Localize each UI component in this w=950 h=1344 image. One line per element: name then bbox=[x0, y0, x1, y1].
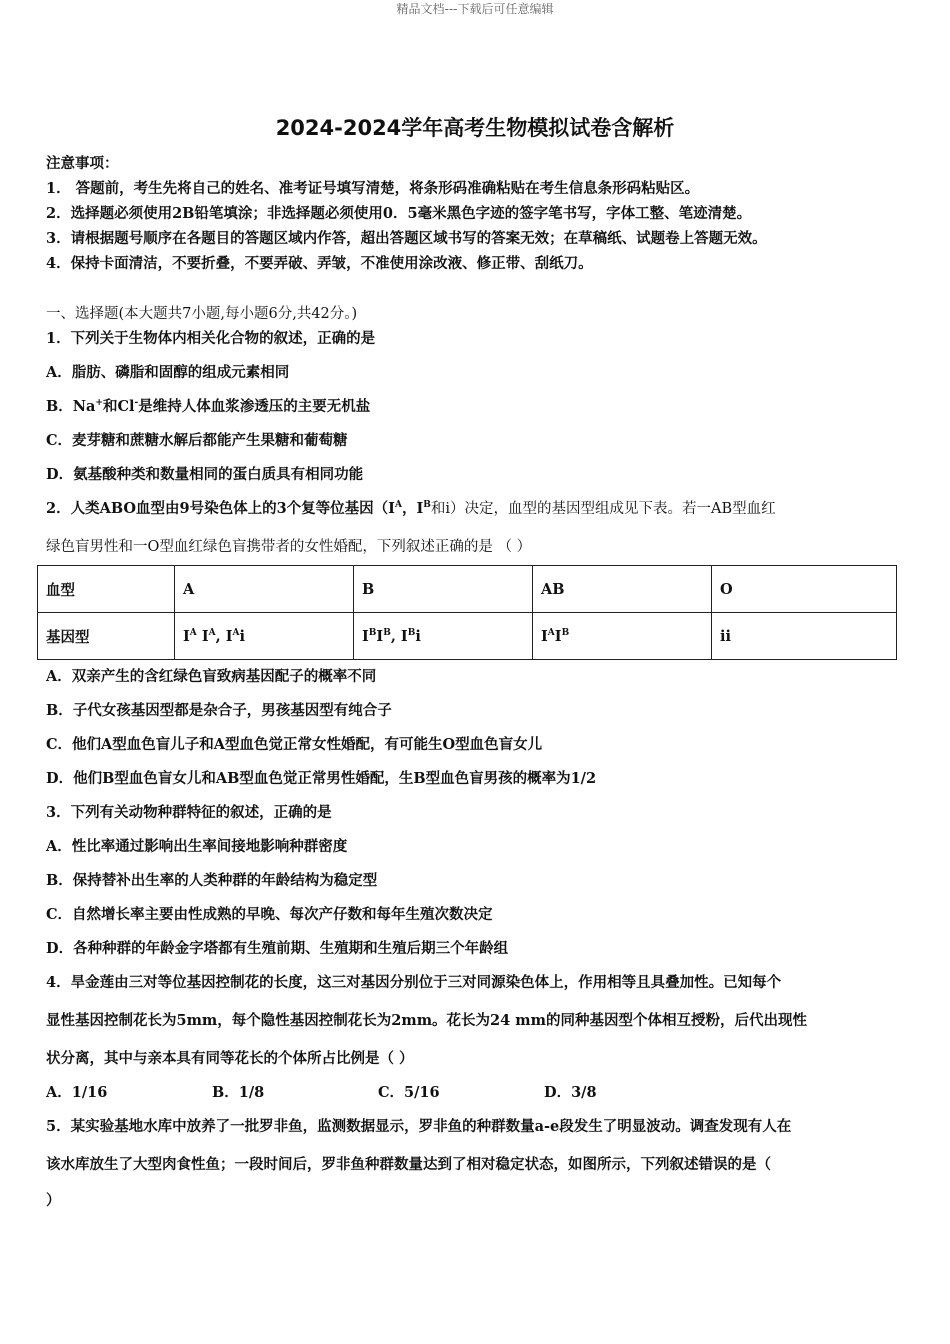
table-header-cell: 血型 bbox=[38, 566, 175, 613]
table-cell: $I^AI^B$ bbox=[533, 613, 712, 660]
table-row bbox=[38, 613, 897, 660]
q3-option-b: B．保持替补出生率的人类种群的年龄结构为稳定型 bbox=[46, 872, 378, 889]
q2-option-a: A．双亲产生的含红绿色盲致病基因配子的概率不同 bbox=[46, 668, 377, 685]
q5-stem-line2: 该水库放生了大型肉食性鱼；一段时间后，罗非鱼种群数量达到了相对稳定状态，如图所示，下列叙述错误的是（ bbox=[46, 1156, 771, 1173]
q3-option-c: C．自然增长率主要由性成熟的早晚、每次产仔数和每年生殖次数决定 bbox=[46, 906, 493, 923]
q5-stem-line3: ） bbox=[46, 1192, 61, 1209]
blood-type-table bbox=[37, 565, 897, 660]
table-header-row bbox=[38, 566, 897, 613]
table-cell: 基因型 bbox=[38, 613, 175, 660]
q5-stem-line1: 5．某实验基地水库中放养了一批罗非鱼，监测数据显示，罗非鱼的种群数量a-e段发生了明显波动。调查发现有人在 bbox=[46, 1118, 792, 1135]
q2-stem-line1: 2．人类ABO血型由9号染色体上的3个复等位基因（$I^A$，$I^B$和i）决定，血型的基因型组成见下表。若一AB型血红 bbox=[46, 500, 776, 517]
table-header-cell: AB bbox=[533, 566, 712, 613]
q3-option-a: A．性比率通过影响出生率间接地影响种群密度 bbox=[46, 838, 348, 855]
notice-item-3: 3．请根据题号顺序在各题目的答题区域内作答，超出答题区域书写的答案无效；在草稿纸、试题卷上答题无效。 bbox=[46, 230, 767, 247]
section-heading: 一、选择题(本大题共7小题,每小题6分,共42分。) bbox=[46, 306, 358, 322]
table-cell: $I^A$ $I^A$, $I^Ai$ bbox=[175, 613, 354, 660]
q2-option-d: D．他们B型血色盲女儿和AB型血色觉正常男性婚配，生B型血色盲男孩的概率为1/2 bbox=[46, 770, 597, 787]
notice-item-4: 4．保持卡面清洁，不要折叠，不要弄破、弄皱，不准使用涂改液、修正带、刮纸刀。 bbox=[46, 255, 593, 272]
q3-option-d: D．各种种群的年龄金字塔都有生殖前期、生殖期和生殖后期三个年龄组 bbox=[46, 940, 509, 957]
q1-option-d: D．氨基酸种类和数量相同的蛋白质具有相同功能 bbox=[46, 466, 364, 483]
q1-stem: 1．下列关于生物体内相关化合物的叙述，正确的是 bbox=[46, 330, 376, 347]
notice-item-2: 2．选择题必须使用2B铅笔填涂；非选择题必须使用0．5毫米黑色字迹的签字笔书写，字体工整、笔迹清楚。 bbox=[46, 205, 752, 222]
q4-options bbox=[46, 1081, 710, 1102]
q4-option-a: A．1/16 bbox=[46, 1084, 108, 1101]
q4-stem-line3: 状分离，其中与亲本具有同等花长的个体所占比例是（ ） bbox=[46, 1050, 414, 1067]
q4-stem-line1: 4．旱金莲由三对等位基因控制花的长度，这三对基因分别位于三对同源染色体上，作用相等且具叠加性。已知每个 bbox=[46, 974, 782, 991]
q2-stem-line2: 绿色盲男性和一O型血红绿色盲携带者的女性婚配，下列叙述正确的是 （ ） bbox=[46, 539, 532, 555]
q3-stem: 3．下列有关动物种群特征的叙述，正确的是 bbox=[46, 804, 332, 821]
table-cell: $I^BI^B$, $I^Bi$ bbox=[354, 613, 533, 660]
q2-option-c: C．他们A型血色盲儿子和A型血色觉正常女性婚配，有可能生O型血色盲女儿 bbox=[46, 736, 543, 753]
table-header-cell: O bbox=[712, 566, 897, 613]
table-header-cell: A bbox=[175, 566, 354, 613]
notice-item-1: 1． 答题前，考生先将自己的姓名、准考证号填写清楚，将条形码准确粘贴在考生信息条形码粘贴区。 bbox=[46, 180, 700, 197]
table-cell: ii bbox=[712, 613, 897, 660]
q1-option-b: B．Na+和Cl-是维持人体血浆渗透压的主要无机盐 bbox=[46, 398, 371, 415]
q4-option-c: C．5/16 bbox=[378, 1084, 440, 1101]
q2-option-b: B．子代女孩基因型都是杂合子，男孩基因型有纯合子 bbox=[46, 702, 392, 719]
q4-option-b: B．1/8 bbox=[212, 1084, 265, 1101]
notice-heading: 注意事项： bbox=[46, 155, 119, 172]
q1-option-c: C．麦芽糖和蔗糖水解后都能产生果糖和葡萄糖 bbox=[46, 432, 348, 449]
page-header: 精品文档---下载后可任意编辑 bbox=[396, 2, 554, 16]
q1-option-a: A．脂肪、磷脂和固醇的组成元素相同 bbox=[46, 364, 290, 381]
table-header-cell: B bbox=[354, 566, 533, 613]
q4-stem-line2: 显性基因控制花长为5mm，每个隐性基因控制花长为2mm。花长为24 mm的同种基因型个体相互授粉，后代出现性 bbox=[46, 1012, 807, 1029]
page-title: 2024-2024学年高考生物模拟试卷含解析 bbox=[275, 116, 675, 140]
q4-option-d: D．3/8 bbox=[544, 1084, 597, 1101]
